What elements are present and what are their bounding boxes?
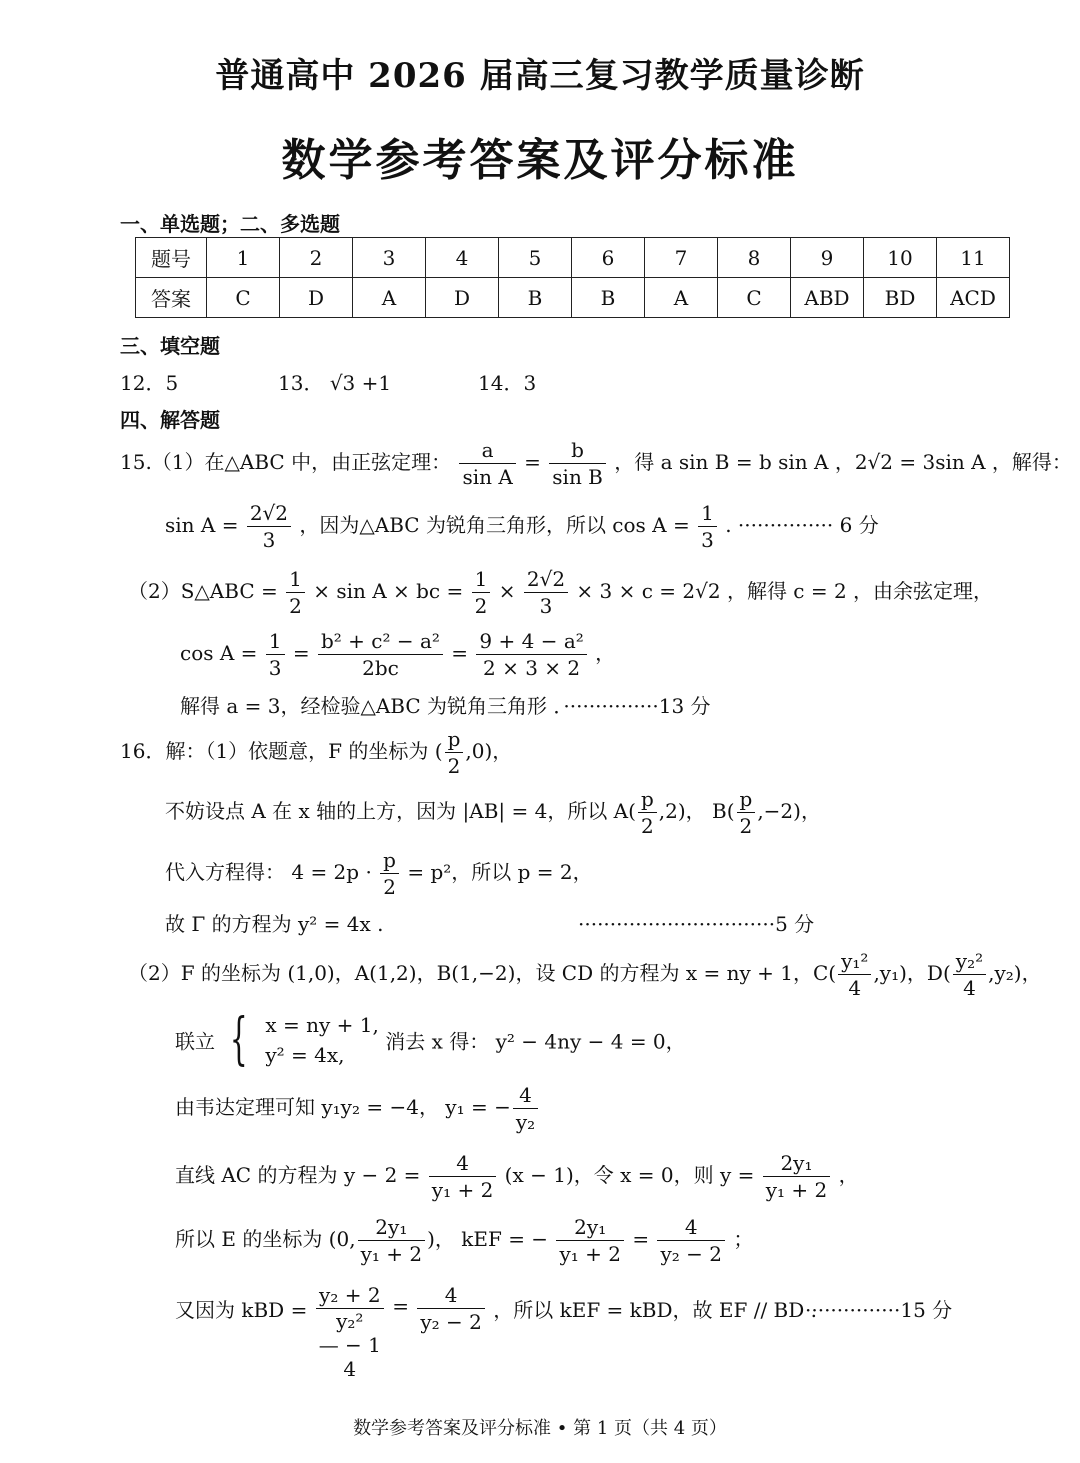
- title-line-2: 数学参考答案及评分标准: [281, 135, 799, 186]
- nested-bar: — − 1: [318, 1333, 381, 1357]
- numerator: y₁²: [838, 948, 871, 975]
- denominator: 2: [474, 594, 488, 618]
- fraction: [556, 1214, 624, 1267]
- text: ，: [595, 641, 616, 665]
- numerator: b: [549, 437, 606, 464]
- numerator: 1: [698, 500, 717, 527]
- denominator: 2: [289, 594, 302, 618]
- numerator: y₂ + 2: [316, 1282, 384, 1309]
- table-cell: A: [353, 278, 426, 318]
- nested-denominator: 4: [343, 1357, 357, 1381]
- left-brace-icon: {: [230, 1007, 249, 1072]
- denominator: 4: [963, 976, 976, 1000]
- fraction: [459, 437, 515, 490]
- fraction: [838, 948, 871, 1001]
- table-cell: D: [426, 278, 499, 318]
- text: =: [392, 1294, 410, 1318]
- table-cell: D: [280, 278, 353, 318]
- numerator: 4: [417, 1282, 485, 1309]
- fraction: [318, 628, 443, 681]
- q16-line-10: [175, 1282, 817, 1381]
- table-cell: 8: [718, 238, 791, 278]
- fraction: [266, 628, 285, 681]
- q16-line-9: [175, 1214, 753, 1267]
- text: cos A =: [180, 641, 258, 665]
- text: （2）S△ABC =: [128, 579, 278, 603]
- text: ,2)， B(: [658, 799, 735, 823]
- q16-line-6: [175, 1007, 686, 1072]
- denominator: y₁ + 2: [360, 1242, 423, 1266]
- table-cell: 11: [937, 238, 1010, 278]
- table-cell: 4: [426, 238, 499, 278]
- text: 代入方程得： 4 = 2p ·: [165, 860, 372, 884]
- table-cell: BD: [864, 278, 937, 318]
- text: ,0)，: [465, 739, 513, 763]
- q13-value: √3 +1: [329, 371, 392, 395]
- fraction: [953, 948, 986, 1001]
- table-cell: A: [645, 278, 718, 318]
- numerator: 1: [472, 566, 491, 593]
- table-cell: ABD: [791, 278, 864, 318]
- text: =: [524, 450, 541, 474]
- q16-line-1: [120, 726, 512, 779]
- text: ,−2)，: [757, 799, 821, 823]
- page-footer: 数学参考答案及评分标准 • 第 1 页（共 4 页）: [353, 1418, 727, 1439]
- denominator: y₁ + 2: [765, 1178, 828, 1202]
- q16-line-7: [175, 1082, 540, 1135]
- text: ，: [838, 1163, 859, 1187]
- q16-line-5: [128, 948, 1042, 1001]
- q16-line-8: [175, 1150, 859, 1203]
- text: 由韦达定理可知 y₁y₂ = −4， y₁ = −: [175, 1095, 511, 1119]
- fraction: [476, 628, 586, 681]
- q13-label: 13．: [278, 371, 324, 395]
- text: ，得 a sin B = b sin A ，2√2 = 3sin A ，解得：: [614, 450, 1072, 474]
- fraction: [417, 1282, 485, 1335]
- fraction: [524, 566, 568, 619]
- denominator: y₂ − 2: [420, 1310, 482, 1334]
- q16-score-5: ·······························5 分: [578, 912, 815, 936]
- table-cell: 1: [207, 238, 280, 278]
- denominator: [316, 1309, 384, 1381]
- text: ；: [733, 1227, 754, 1251]
- text: 15.（1）在△ABC 中，由正弦定理：: [120, 450, 452, 474]
- text: （2）F 的坐标为 (1,0)，A(1,2)，B(1,−2)，设 CD 的方程为 x = ny + 1，C(: [128, 961, 837, 985]
- denominator: y₂ − 2: [660, 1242, 722, 1266]
- q15-line-3: [128, 566, 993, 619]
- denominator: 2: [383, 875, 396, 899]
- numerator: 2y₁: [763, 1150, 831, 1177]
- text: 消去 x 得： y² − 4ny − 4 = 0，: [385, 1029, 686, 1054]
- numerator: p: [445, 726, 464, 753]
- text: × sin A × bc =: [313, 579, 464, 603]
- numerator: p: [737, 786, 756, 813]
- numerator: 1: [266, 628, 285, 655]
- answer-table: [135, 237, 1010, 318]
- fraction: [638, 786, 657, 839]
- table-cell: 9: [791, 238, 864, 278]
- text: × 3 × c = 2√2 ，解得 c = 2 ，由余弦定理，: [576, 579, 994, 603]
- denominator: 3: [539, 594, 553, 618]
- table-cell: C: [207, 278, 280, 318]
- text: 16．解：（1）依题意，F 的坐标为 (: [120, 739, 443, 763]
- fraction: [698, 500, 717, 553]
- fraction: [657, 1214, 725, 1267]
- text: 又因为 kBD =: [175, 1298, 308, 1322]
- denominator: 2 × 3 × 2: [483, 656, 581, 680]
- text: 联立: [175, 1029, 215, 1054]
- title-line-1: 普通高中 2026 届高三复习教学质量诊断: [215, 56, 865, 96]
- table-cell: 7: [645, 238, 718, 278]
- fraction: [549, 437, 606, 490]
- denominator: 4: [848, 976, 862, 1000]
- answer-q13: [278, 367, 391, 396]
- denominator: 3: [701, 528, 714, 552]
- fraction: [472, 566, 491, 619]
- numerator: 2√2: [524, 566, 568, 593]
- equation: x = ny + 1,: [265, 1013, 379, 1037]
- denominator: 2: [447, 754, 461, 778]
- numerator: 4: [429, 1150, 497, 1177]
- fraction: [429, 1150, 497, 1203]
- denominator: 3: [268, 656, 282, 680]
- denominator: 2: [739, 814, 753, 838]
- equation-system: [265, 1010, 379, 1070]
- numerator: p: [638, 786, 657, 813]
- numerator: 2y₁: [556, 1214, 624, 1241]
- numerator: 4: [657, 1214, 725, 1241]
- section-heading-choice: 一、单选题；二、多选题: [120, 212, 340, 236]
- table-cell: B: [572, 278, 645, 318]
- table-cell: 10: [864, 238, 937, 278]
- fraction: [445, 726, 464, 779]
- answer-table-row-answers: [136, 278, 1010, 318]
- table-cell: B: [499, 278, 572, 318]
- text: )， kEF = −: [427, 1227, 549, 1251]
- fraction: [380, 847, 399, 900]
- denominator: 3: [262, 528, 276, 552]
- fraction: [513, 1082, 538, 1135]
- numerator: 9 + 4 − a²: [476, 628, 586, 655]
- numerator: 2y₁: [358, 1214, 426, 1241]
- q15-line-4: [180, 628, 615, 681]
- q16-line-2: [165, 786, 821, 839]
- denominator: sin B: [552, 465, 603, 489]
- text: sin A =: [165, 513, 239, 537]
- answer-q12: 12．5: [120, 371, 179, 395]
- q15-line-2: [165, 500, 879, 553]
- text: =: [632, 1227, 650, 1251]
- score-text: . ··············· 6 分: [725, 513, 879, 537]
- numerator: b² + c² − a²: [318, 628, 443, 655]
- text: ，所以 kEF = kBD，故 EF // BD .: [493, 1298, 817, 1322]
- table-cell: ACD: [937, 278, 1010, 318]
- denominator: 2bc: [362, 656, 399, 680]
- denominator: y₁ + 2: [431, 1178, 494, 1202]
- q16-line-4: 故 Γ 的方程为 y² = 4x .: [165, 912, 384, 936]
- numerator: 2√2: [247, 500, 291, 527]
- fraction: [763, 1150, 831, 1203]
- answer-table-row-numbers: [136, 238, 1010, 278]
- q16-line-3: [165, 847, 593, 900]
- section-heading-solve: 四、解答题: [120, 408, 220, 432]
- text: ，因为△ABC 为锐角三角形，所以 cos A =: [299, 513, 690, 537]
- text: 不妨设点 A 在 x 轴的上方，因为 |AB| = 4，所以 A(: [165, 799, 636, 823]
- text: ×: [498, 579, 516, 603]
- text: =: [451, 641, 469, 665]
- answer-q14: 14．3: [478, 371, 537, 395]
- table-cell: C: [718, 278, 791, 318]
- fraction: [316, 1282, 384, 1381]
- text: ,y₁)，D(: [873, 961, 951, 985]
- nested-numerator: y₂²: [336, 1309, 364, 1333]
- q15-line-1: [120, 437, 1072, 490]
- denominator: y₁ + 2: [559, 1242, 621, 1266]
- numerator: y₂²: [953, 948, 986, 975]
- section-heading-fill: 三、填空题: [120, 334, 220, 358]
- equation: y² = 4x,: [265, 1043, 345, 1067]
- text: =: [292, 641, 310, 665]
- table-row-label: 题号: [136, 238, 207, 278]
- fraction: [737, 786, 756, 839]
- table-cell: 2: [280, 238, 353, 278]
- text: ,y₂)，: [988, 961, 1042, 985]
- q15-line-5: 解得 a = 3，经检验△ABC 为锐角三角形 ．···············13 分: [180, 694, 711, 718]
- numerator: 1: [286, 566, 305, 593]
- denominator: y₂: [515, 1110, 536, 1134]
- text: = p²，所以 p = 2，: [407, 860, 593, 884]
- table-cell: 6: [572, 238, 645, 278]
- text: 直线 AC 的方程为 y − 2 =: [175, 1163, 421, 1187]
- fraction: [247, 500, 291, 553]
- denominator: sin A: [462, 465, 513, 489]
- denominator: 2: [640, 814, 654, 838]
- numerator: a: [459, 437, 515, 464]
- text: 所以 E 的坐标为 (0,: [175, 1227, 356, 1251]
- table-cell: 5: [499, 238, 572, 278]
- q16-score-15: ···············15 分: [805, 1298, 953, 1322]
- fraction: [286, 566, 305, 619]
- table-cell: 3: [353, 238, 426, 278]
- numerator: p: [380, 847, 399, 874]
- fraction: [358, 1214, 426, 1267]
- numerator: 4: [513, 1082, 538, 1109]
- text: (x − 1)，令 x = 0，则 y =: [504, 1163, 755, 1187]
- table-row-label: 答案: [136, 278, 207, 318]
